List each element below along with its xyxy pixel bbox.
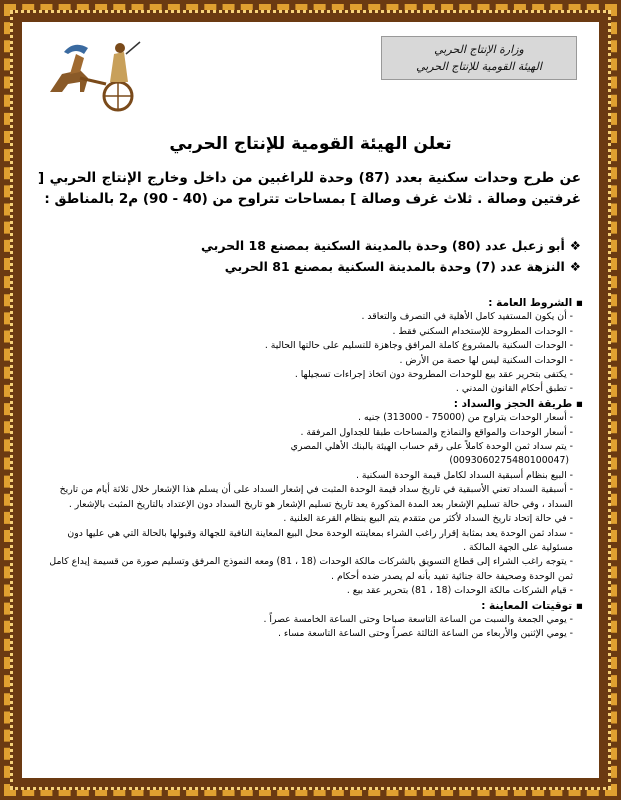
ministry-name: وزارة الإنتاج الحربي [434,43,524,56]
notice-content [30,30,591,770]
list-item: - يومي الجمعة والسبت من الساعة التاسعة صباحا وحتى الساعة الخامسة عصراً . [36,613,583,627]
list-item: - يومي الإثنين والأربعاء من الساعة الثالثة عصراً وحتى الساعة التاسعة مساء . [36,627,583,641]
list-item: - يكتفى بتحرير عقد بيع للوحدات المطروحة دون اتخاذ إجراءات تسجيلها . [36,368,583,382]
conditions-body [36,296,583,642]
section-heading-payment: ▪ طريقة الحجز والسداد : [36,397,583,411]
diamond-bullet-icon: ❖ [569,238,581,253]
ministry-header [381,36,577,80]
section-heading-general: ▪ الشروط العامة : [36,296,583,310]
list-item: - في حالة إتحاد تاريخ السداد لأكثر من متقدم يتم البيع بنظام القرعة العلنية . [36,512,583,526]
list-item: - الوحدات السكنية ليس لها حصة من الأرض . [36,354,583,368]
list-item: - قيام الشركات مالكة الوحدات (18 ، 81) بتحرير عقد بيع . [36,584,583,598]
list-item: - يتم سداد ثمن الوحدة كاملاً على رقم حساب الهيئة بالبنك الأهلي المصري [36,440,583,454]
list-item: - تطبق أحكام القانون المدني . [36,382,583,396]
lead-paragraph: عن طرح وحدات سكنية بعدد (87) وحدة للراغبين من داخل وخارج الإنتاج الحربي [ غرفتين وصالة . ثلاث غرف وصالة ] بمساحات تتراوح من (40 - 90) م2 بالمناطق : [38,170,582,207]
diamond-bullet-icon: ❖ [569,259,581,274]
area-item: ❖النزهة عدد (7) وحدة بالمدينة السكنية بمصنع 81 الحربي [224,259,581,274]
list-item: - أسعار الوحدات يتراوح من (75000 - 313000) جنيه . [36,411,583,425]
area-item: ❖أبو زعبل عدد (80) وحدة بالمدينة السكنية بمصنع 18 الحربي [201,238,581,253]
areas-list [38,235,581,277]
list-item: - أسعار الوحدات والمواقع والنماذج والمساحات طبقا للجداول المرفقة . [36,426,583,440]
chariot-logo [40,34,150,116]
section-heading-viewing: ▪ توقيتات المعاينة : [36,599,583,613]
list-item: - البيع بنظام أسبقية السداد لكامل قيمة الوحدة السكنية . [36,469,583,483]
bank-account-number: (0093060275480100047) [449,455,569,467]
list-item: - الوحدات المطروحة للإستخدام السكني فقط . [36,325,583,339]
list-item: - أن يكون المستفيد كامل الأهلية في التصرف والتعاقد . [36,310,583,324]
list-item: - يتوجه راغب الشراء إلى قطاع التسويق بالشركات مالكة الوحدات (18 ، 81) ومعه النموذج المرفق وتسليم صورة من قسيمة إيداع كامل ثمن الوحدة وصحيفة حالة جنائية تفيد بأنه لم يصدر ضده أحكام . [36,555,583,584]
list-item: - أسبقية السداد تعني الأسبقية في تاريخ سداد قيمة الوحدة المثبت في إشعار السداد على أن يسلم هذا الإشعار خلال ثلاثة أيام من تاريخ السداد ، وفي حالة تسليم الإشعار بعد المدة المذكورة يعد تاريخ تسليم الإشعار هو تاريخ السداد دون الإعتداد بالتاريخ المثبت بالإشعار . [36,483,583,512]
authority-name: الهيئة القومية للإنتاج الحربي [416,60,542,73]
notice-title: تعلن الهيئة القومية للإنتاج الحربي [169,134,452,154]
list-item: - سداد ثمن الوحدة يعد بمثابة إقرار راغب الشراء بمعاينته الوحدة محل البيع المعاينة النافية للجهالة وقبولها بالحالة التي هي عليها دون مسئولية على الجهة المالكة . [36,527,583,556]
list-item: - الوحدات السكنية بالمشروع كاملة المرافق وجاهزة للتسليم على حالتها الحالية . [36,339,583,353]
